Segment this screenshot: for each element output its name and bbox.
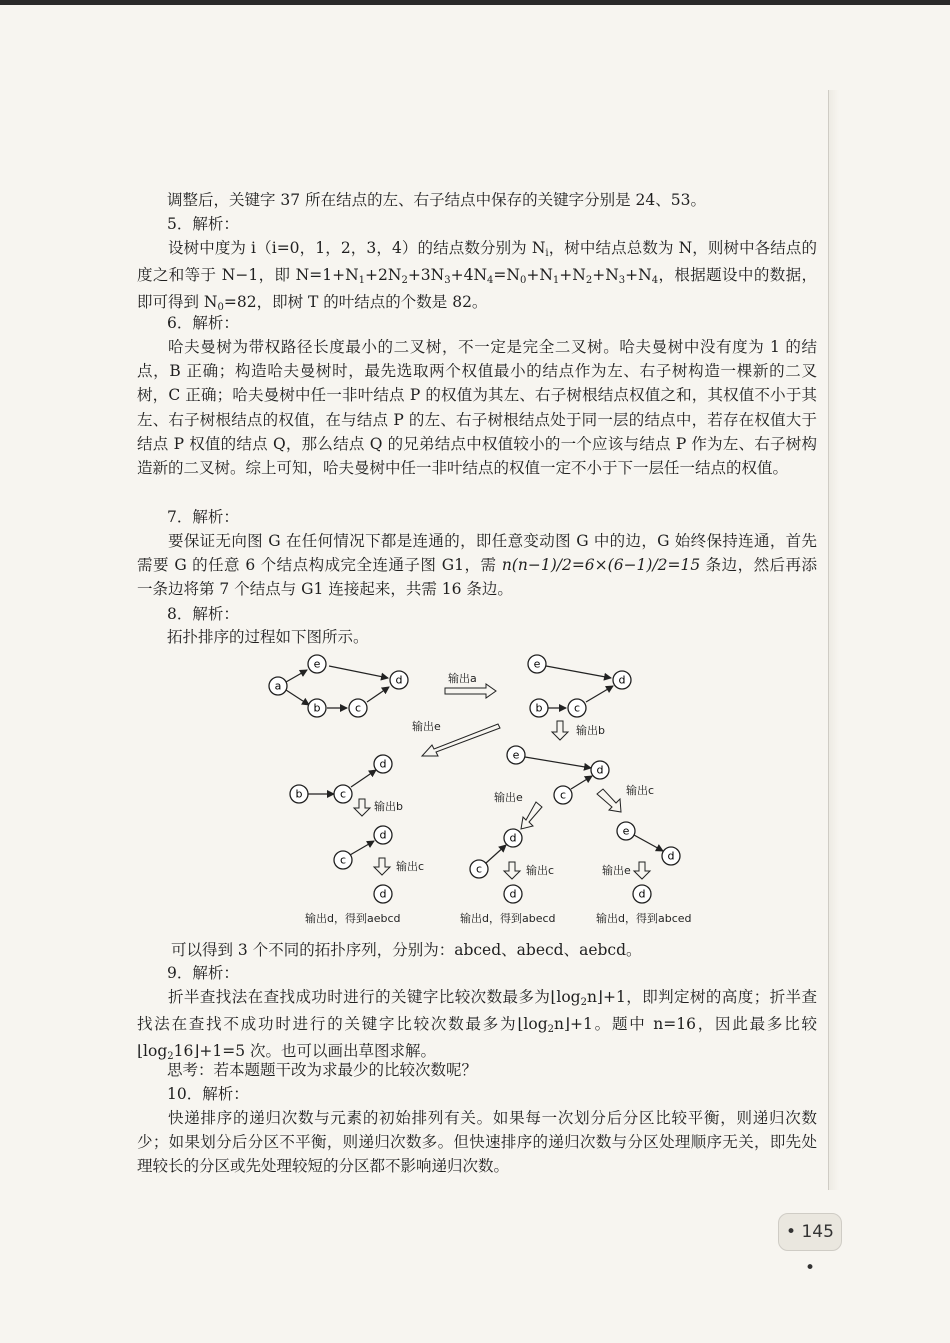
graph-after-abe [470,829,522,878]
node-e-5 [507,746,525,764]
svg-text:c: c [559,788,567,802]
node-e-2 [528,655,546,673]
label-output-c-mid: 输出c [626,784,655,797]
node-b-3 [290,785,308,803]
q8-result: 可以得到 3 个不同的拓扑序列，分别为：abced、abecd、aebcd。 [171,941,642,959]
svg-text:d: d [379,828,387,842]
node-d-7 [662,847,680,865]
label-output-b-top: 输出b [576,724,605,737]
label-output-e-left: 输出e [412,720,441,733]
graph-after-ae [290,755,392,803]
svg-text:d: d [379,757,387,771]
line-adjust-result: 调整后，关键字 37 所在结点的左、右子结点中保存的关键字分别是 24、53。 [167,191,706,209]
node-c-6 [470,860,488,878]
svg-text:d: d [509,887,517,901]
label-output-a: 输出a [448,672,477,685]
q5-heading: 5．解析： [167,215,239,233]
node-c-2 [568,699,586,717]
node-d-final-3 [633,885,651,903]
q6-explanation: 哈夫曼树为带权路径长度最小的二叉树，不一定是完全二叉树。哈夫曼树中没有度为 1 的结点，B 正确；构造哈夫曼树时，最先选取两个权值最小的结点作为左、右子树构造一棵新的二叉树，C 正确；哈夫曼树中任一非叶结点 P 的权值为其左、右子树根结点权值之和，其权值不小于其左、右子树根结点的权值，在与结点 P 的左、右子树根结点处于同一层的结点中，若存在权值大于结点 P 权值的结点 Q，那么结点 Q 的兄弟结点中权值较小的一个应该与结点 P 作为左、右子树构造新的二叉树。综上可知，哈夫曼树中任一非叶结点的权值一定不小于下一层任一结点的权值。 [137,338,817,478]
svg-text:d: d [509,831,517,845]
q10-explanation: 快递排序的递归次数与元素的初始排列有关。如果每一次划分后分区比较平衡，则递归次数少；如果划分后分区不平衡，则递归次数多。但快速排序的递归次数与分区处理顺序无关，即先处理较长的分区或先处理较短的分区都不影响递归次数。 [137,1109,817,1176]
q7-explanation: 要保证无向图 G 在任何情况下都是连通的，即任意变动图 G 中的边，G 始终保持连通，首先需要 G 的任意 6 个结点构成完全连通子图 G1，需 n(n−1)/2=6×(6−1)/2=15 条边，然后再添一条边将第 7 个结点与 G1 连接起来，共需 16 条边。 [137,532,817,599]
label-final-abced: 输出d，得到abced [596,912,692,925]
arrow-output-e-mid [521,802,542,829]
label-output-c-left: 输出c [396,860,425,873]
node-b [308,699,326,717]
node-e-7 [617,822,635,840]
label-output-e-mid: 输出e [494,791,523,804]
svg-text:c: c [475,862,483,876]
node-a [269,677,287,695]
label-final-aebcd: 输出d，得到aebcd [305,912,401,925]
q8-heading: 8．解析： [167,605,239,623]
arrow-output-e-right [634,862,650,879]
q9-explanation: 折半查找法在查找成功时进行的关键字比较次数最多为⌊log2n⌋+1，即判定树的高度；折半查找法在查找不成功时进行的关键字比较次数最多为⌊log2n⌋+1。题中 n=16，因此最多比较⌊log216⌋+1=5 次。也可以画出草图求解。 [137,988,817,1063]
topological-sort-diagram [250,648,710,933]
node-e [308,655,326,673]
node-d-4 [374,826,392,844]
label-output-e-right: 输出e [602,864,631,877]
q5-explanation: 设树中度为 i（i=0，1，2，3，4）的结点数分别为 Ni，树中结点总数为 N，则树中各结点的度之和等于 N−1，即 N=1+N1+2N2+3N3+4N4=N0+N1+N2+N3+N4，根据题设中的数据，即可得到 N0=82，即树 T 的叶结点的个数是 82。 [137,239,817,314]
q10-heading: 10．解析： [167,1085,249,1103]
svg-text:d: d [395,673,403,687]
arrow-output-a [445,684,496,698]
svg-text:e: e [533,657,541,671]
svg-text:a: a [274,679,282,693]
svg-text:e: e [512,748,520,762]
arrow-output-c-mid [504,862,520,879]
page-edge-shadow [828,90,839,1190]
graph-initial [269,655,408,717]
graph-after-aeb [334,826,392,869]
node-d-final-1 [374,885,392,903]
svg-text:b: b [295,787,303,801]
q9-heading: 9．解析： [167,964,239,982]
arrow-output-b-top [552,721,568,740]
q6-heading: 6．解析： [167,314,239,332]
svg-text:c: c [573,701,581,715]
q9-think: 思考：若本题题干改为求最少的比较次数呢？ [167,1061,478,1079]
page-number: • 145 • [778,1213,842,1251]
svg-text:c: c [339,787,347,801]
node-c-4 [334,851,352,869]
svg-text:d: d [596,763,604,777]
arrow-output-b-left [354,799,370,816]
arrow-output-c-right [597,789,621,812]
scan-top-border [0,0,950,5]
graph-after-abc [617,822,680,865]
q7-heading: 7．解析： [167,508,239,526]
svg-text:b: b [535,701,543,715]
label-output-b-left: 输出b [374,800,403,813]
node-c-5 [554,786,572,804]
svg-text:c: c [339,853,347,867]
graph-after-a [528,655,631,717]
label-output-c-mid2: 输出c [526,864,555,877]
svg-text:d: d [638,887,646,901]
arrow-output-c-left [374,858,390,875]
svg-text:d: d [379,887,387,901]
node-d-final-2 [504,885,522,903]
node-d-5 [591,761,609,779]
node-b-2 [530,699,548,717]
node-c-3 [334,785,352,803]
node-d-6 [504,829,522,847]
node-d-2 [613,671,631,689]
node-d [390,671,408,689]
svg-text:d: d [618,673,626,687]
svg-text:b: b [313,701,321,715]
svg-text:e: e [313,657,321,671]
q8-intro: 拓扑排序的过程如下图所示。 [167,628,369,646]
node-d-3 [374,755,392,773]
svg-text:e: e [622,824,630,838]
node-c [349,699,367,717]
svg-text:d: d [667,849,675,863]
svg-text:c: c [354,701,362,715]
label-final-abecd: 输出d，得到abecd [460,912,556,925]
